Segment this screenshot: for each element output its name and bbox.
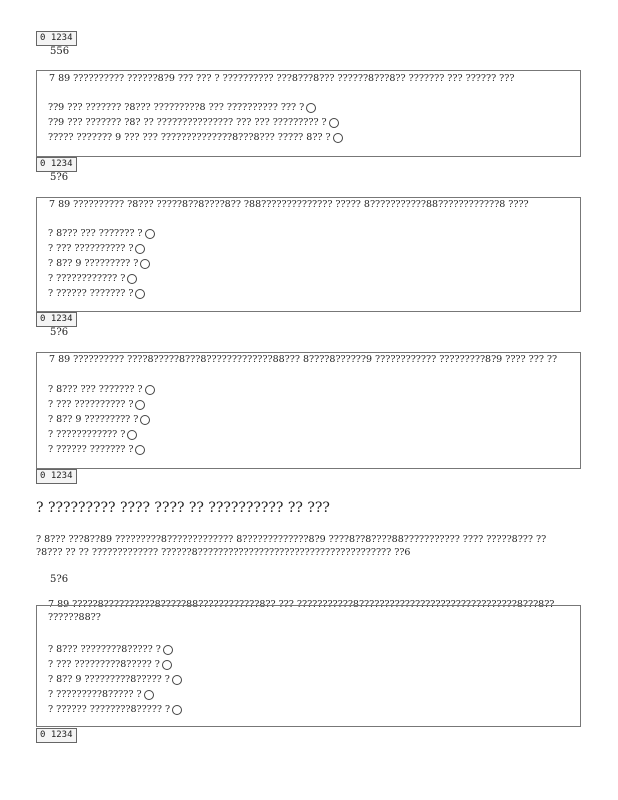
block-1-label: 556 (50, 46, 70, 57)
radio-icon[interactable] (135, 244, 145, 254)
page-button-5[interactable]: 0 1234 (36, 728, 77, 743)
radio-icon[interactable] (127, 274, 137, 284)
question-4-option-1[interactable] (48, 644, 173, 656)
question-box-1 (36, 70, 581, 157)
question-4-option-4[interactable] (48, 689, 154, 701)
radio-icon[interactable] (135, 400, 145, 410)
question-4-option-5[interactable] (48, 704, 182, 716)
question-1-option-1-label: ??9 ??? ??????? ?8??? ?????????8 ??? ?????????? ??? ? (48, 102, 305, 113)
question-box-4 (36, 605, 581, 727)
radio-icon[interactable] (140, 415, 150, 425)
block-4-label: 5?6 (50, 574, 69, 585)
question-4-option-5-label: ? ?????? ????????8????? ? (48, 704, 171, 715)
question-3-option-5[interactable] (48, 444, 145, 456)
page-button-1[interactable]: 0 1234 (36, 31, 77, 46)
question-2-option-5[interactable] (48, 288, 145, 300)
page-button-3[interactable]: 0 1234 (36, 312, 77, 327)
question-4-option-4-label: ? ?????????8????? ? (48, 689, 142, 700)
radio-icon[interactable] (145, 229, 155, 239)
question-4-option-2-label: ? ??? ?????????8????? ? (48, 659, 160, 670)
radio-icon[interactable] (162, 660, 172, 670)
question-3-option-2[interactable] (48, 399, 145, 411)
radio-icon[interactable] (172, 675, 182, 685)
question-1-option-3-label: ????? ??????? 9 ??? ??? ??????????????8???8??? ????? 8?? ? (48, 132, 331, 143)
question-3-option-1[interactable] (48, 384, 155, 396)
radio-icon[interactable] (163, 645, 173, 655)
radio-icon[interactable] (172, 705, 182, 715)
question-3-option-4-label: ? ???????????? ? (48, 429, 126, 440)
question-2-option-2[interactable] (48, 243, 145, 255)
question-4-option-3-label: ? 8?? 9 ?????????8????? ? (48, 674, 170, 685)
question-2-option-1-label: ? 8??? ??? ??????? ? (48, 228, 143, 239)
radio-icon[interactable] (140, 259, 150, 269)
question-3-option-3[interactable] (48, 414, 150, 426)
question-1-option-2[interactable] (48, 117, 339, 129)
question-3-option-1-label: ? 8??? ??? ??????? ? (48, 384, 143, 395)
question-2-option-4-label: ? ???????????? ? (48, 273, 126, 284)
question-2-option-2-label: ? ??? ?????????? ? (48, 243, 134, 254)
radio-icon[interactable] (333, 133, 343, 143)
question-1-text: 7 89 ?????????? ??????8?9 ??? ??? ? ?????????? ???8???8??? ??????8???8?? ??????? ??? ?????? ??? (49, 73, 515, 84)
question-3-option-5-label: ? ?????? ??????? ? (48, 444, 134, 455)
question-2-option-3[interactable] (48, 258, 150, 270)
section-heading: ? ????????? ???? ???? ?? ?????????? ?? ??? (36, 500, 330, 516)
question-4-text-line-1: 7 89 ?????8??????????8?????88????????????8?? ??? ???????????8???????????????????????????????8???8?? (48, 599, 555, 610)
page-button-4[interactable]: 0 1234 (36, 469, 77, 484)
radio-icon[interactable] (135, 445, 145, 455)
section-paragraph-line-1: ? 8??? ???8??89 ?????????8????????????? 8?????????????8?9 ????8??8????88??????????? ???? ?????8??? ?? (36, 534, 547, 545)
block-3-label: 5?6 (50, 327, 69, 338)
radio-icon[interactable] (127, 430, 137, 440)
question-4-option-2[interactable] (48, 659, 172, 671)
radio-icon[interactable] (135, 289, 145, 299)
radio-icon[interactable] (145, 385, 155, 395)
question-2-option-4[interactable] (48, 273, 137, 285)
section-paragraph-line-2: ?8??? ?? ?? ????????????? ??????8?????????????????????????????????????? ??6 (36, 547, 411, 558)
question-3-option-3-label: ? 8?? 9 ????????? ? (48, 414, 139, 425)
radio-icon[interactable] (144, 690, 154, 700)
question-4-option-1-label: ? 8??? ????????8????? ? (48, 644, 161, 655)
block-2-label: 5?6 (50, 172, 69, 183)
question-3-option-4[interactable] (48, 429, 137, 441)
question-2-option-1[interactable] (48, 228, 155, 240)
question-4-text-line-2: ??????88?? (48, 612, 101, 623)
question-1-option-1[interactable] (48, 102, 316, 114)
radio-icon[interactable] (306, 103, 316, 113)
question-box-2 (36, 197, 581, 312)
question-1-option-3[interactable] (48, 132, 343, 144)
page-button-2[interactable]: 0 1234 (36, 157, 77, 172)
question-4-option-3[interactable] (48, 674, 182, 686)
radio-icon[interactable] (329, 118, 339, 128)
question-2-text: 7 89 ?????????? ?8??? ?????8??8????8?? ?88?????????????? ????? 8???????????88????????????8 ???? (49, 199, 529, 210)
question-box-3 (36, 352, 581, 469)
question-2-option-5-label: ? ?????? ??????? ? (48, 288, 134, 299)
question-2-option-3-label: ? 8?? 9 ????????? ? (48, 258, 139, 269)
question-3-option-2-label: ? ??? ?????????? ? (48, 399, 134, 410)
question-3-text: 7 89 ?????????? ????8?????8???8?????????????88??? 8????8??????9 ???????????? ?????????8?9 ???? ??? ?? (49, 354, 558, 365)
question-1-option-2-label: ??9 ??? ??????? ?8? ?? ??????????????? ??? ??? ????????? ? (48, 117, 327, 128)
